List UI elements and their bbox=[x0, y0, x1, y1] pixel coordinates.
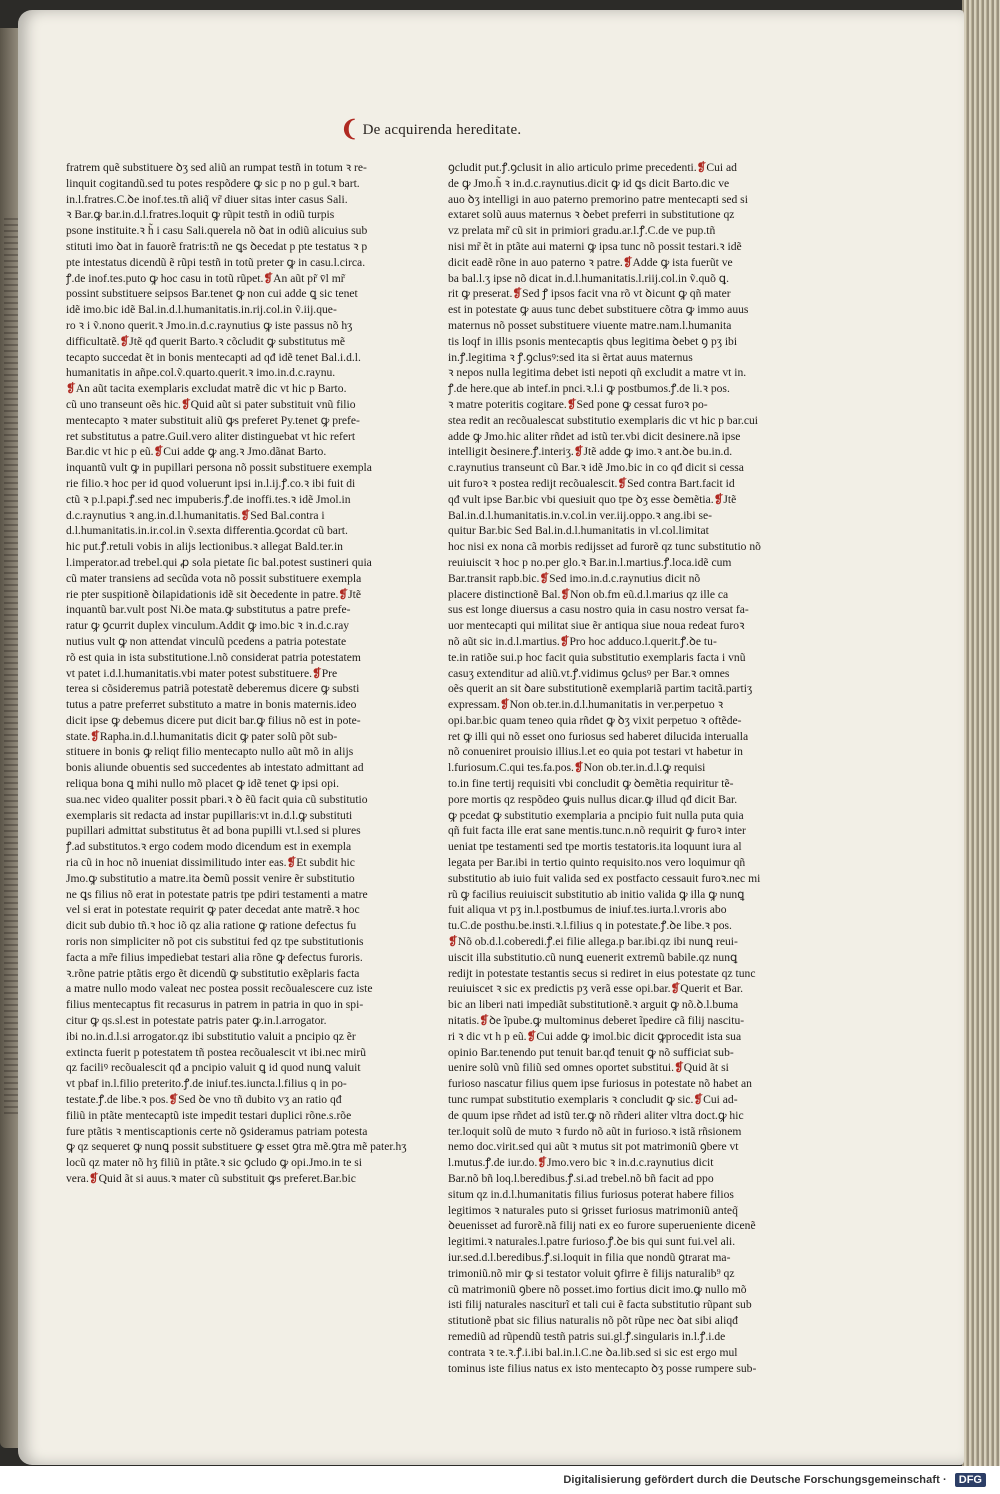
text-line: l.mutus.ꝭ.de iur.do.❡Jmo.vero bic ꝛ in.d.c.raynutius dicit bbox=[448, 1156, 714, 1170]
text-line: filiũ in ptãte mentecaptũ iste impedit testari duplici rõne.s.rõe bbox=[66, 1108, 352, 1122]
text-line: furioso nascatur filius quem ipse furiosus in potestate nõ habet an bbox=[448, 1077, 752, 1091]
text-line: nõ aũt sic in.d.l.martius.❡Pro hoc adduco.l.querit.ꝭ.ꝺe tu- bbox=[448, 634, 717, 648]
text-line: ꝯcludit put.ꝭ.ꝯclusit in alio articulo prime precedenti.❡Cui ad bbox=[448, 161, 737, 174]
text-line: nitatis.❡ꝺe ĩpube.ꝙ multominus deberet ĩpedire cã filij nascitu- bbox=[448, 1014, 745, 1028]
text-line: Bar.transit rapb.bic.❡Sed imo.in.d.c.raynutius dicit nõ bbox=[448, 571, 701, 585]
paragraph-mark-icon: ❡ bbox=[559, 634, 570, 648]
text-line: fuit aliqua vt pʒ in.l.postbumus de iniuf.tes.iurta.l.vroris abo bbox=[448, 903, 727, 917]
text-line: linquit cogitandũ.sed tu potes respõdere ꝙ sic p no p gul.ꝛ bart. bbox=[66, 176, 360, 190]
text-column-right bbox=[448, 160, 792, 1375]
text-line: legitimos ꝛ naturales puto si ꝯrisset furiosus matrimoniũ anteq̃ bbox=[448, 1203, 738, 1217]
text-line: stituere in bonis ꝙ reliqt filio mentecapto nullo aũt mõ in alijs bbox=[66, 745, 354, 759]
text-line: psone instituite.ꝛ h̃ i casu Sali.querela nõ ꝺat in odiũ alicuius sub bbox=[66, 224, 368, 238]
text-line: ba bal.l.ʒ ipse nõ dicat in.d.l.humanitatis.l.riij.col.in ṽ.quõ ꝗ. bbox=[448, 271, 730, 285]
paragraph-mark-icon: ❡ bbox=[180, 397, 191, 411]
paragraph-mark-icon: ❡ bbox=[693, 1093, 704, 1107]
text-line: idẽ imo.bic idẽ Bal.in.d.l.humanitatis.in.rij.col.in ṽ.iij.que- bbox=[66, 303, 337, 317]
text-line: hoc nisi ex nona cã morbis redijsset ad furorẽ qz tunc substitutio nõ bbox=[448, 540, 761, 554]
paragraph-mark-icon: ❡ bbox=[90, 729, 100, 743]
text-line: pore mortis qz respõdeo ꝙuis nullus dicar.ꝙ illud qđ dicit Bar. bbox=[448, 792, 738, 806]
page-stack-edges bbox=[962, 0, 1000, 1470]
text-line: ꝙ pcedat ꝙ substitutio exemplaria a pncipio fuit nulla puta quia bbox=[448, 808, 744, 822]
text-line: tu.C.de posthu.be.insti.ꝛ.l.filius q in potestate.ꝭ.ꝺe libe.ꝛ pos. bbox=[448, 919, 732, 933]
text-line: in.l.fratres.C.ꝺe inof.tes.tñ aliq̃ vr̃ diuer sitas inter casus Sali. bbox=[66, 192, 348, 206]
text-line: nisi mr̃ ẽt in ptãte aui materni ꝙ ipsa tunc nõ possit testari.ꝛ idẽ bbox=[448, 239, 742, 253]
text-line: cũ mater transiens ad secũda vota nõ possit substituere exempla bbox=[66, 571, 362, 585]
text-line: ꝭ.de inof.tes.puto ꝙ hoc casu in totũ rũpet.❡An aũt pr̃ v̄l mr̃ bbox=[66, 271, 345, 285]
paragraph-mark-icon: ❡ bbox=[573, 445, 584, 459]
text-line: qđ vult ipse Bar.bic vbi quesiuit quo tpe ꝺʒ esse ꝺemẽtia.❡Jtẽ bbox=[448, 492, 737, 506]
text-line: vel si erat in potestate requirit ꝙ pater decedat ante matrẽ.ꝛ hoc bbox=[66, 903, 360, 917]
text-line: stea redit an recõualescat substitutio exemplaris dic vt hic p bar.cui bbox=[448, 413, 759, 427]
text-line: te.in ratiõe sui.p hoc facit quia substitutio exemplaris facta i vnũ bbox=[448, 650, 746, 664]
paragraph-mark-icon: ❡ bbox=[617, 476, 628, 490]
text-line: pte intestatus dicendũ ẽ rũpi testñ in totũ preter ꝙ in casu.l.circa. bbox=[66, 255, 366, 269]
text-line: hic put.ꝭ.retuli vobis in alijs lectionibus.ꝛ allegat Bald.ter.in bbox=[66, 540, 343, 554]
paragraph-mark-icon: ❡ bbox=[499, 698, 510, 712]
paragraph-mark-icon: ❡ bbox=[263, 271, 274, 285]
running-header bbox=[340, 116, 521, 142]
paragraph-mark-icon: ❡ bbox=[537, 1156, 547, 1170]
text-line: bonis aliunde obuentis sed succedentes ab intestato admittant ad bbox=[66, 761, 364, 775]
text-line: locũ qz mater nõ hʒ filiũ in ptãte.ꝛ sic ꝯcludo ꝙ opi.Jmo.in te si bbox=[66, 1156, 362, 1170]
text-line: ꝛ nepos nulla legitima debet isti nepoti qñ excludit a matre vt in. bbox=[448, 366, 747, 380]
text-line: uenire solũ vnũ filiũ sed omnes oportet substitui.❡Quid ãt si bbox=[448, 1061, 729, 1075]
text-line: inquantũ bar.vult post Ni.ꝺe mata.ꝙ substitutus a patre prefe- bbox=[66, 603, 351, 617]
text-line: tis loqf in illis psonis mentecaptis qbus legitima ꝺebet ꝯ pʒ ibi bbox=[448, 334, 738, 348]
text-line: legitimi.ꝛ naturales.l.patre furioso.ꝭ.ꝺe bis qui sunt fui.vel ali. bbox=[448, 1235, 736, 1249]
text-line: reuiuiscet ꝛ sic ex predictis pʒ verã esse opi.bar.❡Querit et Bar. bbox=[448, 982, 743, 996]
text-line: ❡Nõ ob.d.l.coberedi.ꝭ.ei filie allega.p bar.ibi.qz ibi nunꝗ reui- bbox=[448, 935, 738, 949]
text-line: filius mentecaptus fit recasurus in patrem in patria in quo in spi- bbox=[66, 998, 364, 1012]
text-line: terea si cõsideremus patriã potestatẽ deberemus dicere ꝙ substi bbox=[66, 682, 360, 696]
text-line: opinio Bar.tenendo put tenuit bar.qđ tenuit ꝙ nõ sufficiat sub- bbox=[448, 1045, 734, 1059]
text-line: dicit eadẽ rõne in auo paterno ꝛ patre.❡Adde ꝙ ista fuerũt ve bbox=[448, 255, 733, 269]
paragraph-mark-icon: ❡ bbox=[240, 508, 251, 522]
paragraph-mark-icon: ❡ bbox=[560, 587, 571, 601]
text-line: dicit sub dubio tñ.ꝛ hoc iõ qz alia ratione ꝙ ratione defectus fu bbox=[66, 919, 357, 933]
text-line: a matre nullo modo valeat nec postea possit recõualescere cuz iste bbox=[66, 982, 373, 996]
text-line: est in potestate ꝙ auus tunc debet substituere cõtra ꝙ immo auus bbox=[448, 303, 749, 317]
text-line: vera.❡Quid ãt si auus.ꝛ mater cũ substituit ꝙs preferet.Bar.bic bbox=[66, 1172, 356, 1185]
text-line: ri ꝛ dic vt h p eũ.❡Cui adde ꝙ imol.bic dicit ꝙprocedit ista sua bbox=[448, 1029, 742, 1043]
text-line: ro ꝛ i ṽ.nono querit.ꝛ Jmo.in.d.c.raynutius ꝙ iste passus nõ hʒ bbox=[66, 318, 353, 332]
paragraph-mark-icon: ❡ bbox=[338, 587, 349, 601]
text-line: ꝛ matre poteritis cogitare.❡Sed pone ꝙ cessat furoꝛ po- bbox=[448, 397, 708, 411]
text-line: casuʒ extenditur ad aliũ.vt.ꝭ.vidimus ꝯclusꝰ per Bar.ꝛ omnes bbox=[448, 666, 730, 680]
text-line: extaret solũ auus maternus ꝛ ꝺebet preferri in substitutione qz bbox=[448, 208, 735, 222]
text-line: citur ꝙ qs.sl.est in potestate patris pater ꝙ.in.l.arrogator. bbox=[66, 1014, 327, 1028]
text-line: vz prelata mr̃ cũ sit in primiori gradu.ar.l.ꝭ.C.de ve pup.tñ bbox=[448, 224, 716, 238]
text-line: state.❡Rapha.in.d.l.humanitatis dicit ꝙ pater solũ põt sub- bbox=[66, 729, 338, 743]
text-line: cũ matrimoniũ ꝯbere nõ posset.imo fortius dicit imo.ꝙ nullo mõ bbox=[448, 1282, 747, 1296]
text-line: bic an liberi nati impediãt substitutionẽ.ꝛ arguit ꝙ nõ.ꝺ.l.buma bbox=[448, 998, 739, 1012]
text-line: ret substitutus a patre.Guil.vero aliter distinguebat vt hic refert bbox=[66, 429, 356, 443]
text-line: ret ꝙ illi qui nõ esset ono furiosus sed haberet dilucida interualla bbox=[448, 729, 749, 743]
text-line: trimoniũ.nõ mir ꝙ si testator voluit ꝯfirre ẽ filijs naturalib⁹ qz bbox=[448, 1266, 735, 1280]
text-line: Bal.in.d.l.humanitatis.in.v.col.in ver.iij.oppo.ꝛ ang.ibi se- bbox=[448, 508, 712, 522]
text-line: possint substituere seipsos Bar.tenet ꝙ non cui adde ꝗ sic tenet bbox=[66, 287, 358, 301]
paragraph-mark-icon: ❡ bbox=[119, 334, 130, 348]
text-line: sus est longe diuersus a casu nostro quia in casu nostro versat fa- bbox=[448, 603, 749, 617]
text-line: remediũ ad rũpendũ testñ patris sui.gl.ꝭ.singularis in.l.ꝭ.i.de bbox=[448, 1329, 726, 1343]
text-line: difficultatẽ.❡Jtẽ qđ querit Barto.ꝛ cõcludit ꝙ substitutus mẽ bbox=[66, 334, 346, 348]
text-line: rõ est quia in ista substitutione.l.nõ considerat patria potestatem bbox=[66, 650, 361, 664]
text-line: ꝛ Bar.ꝙ bar.in.d.l.fratres.loquit ꝙ rũpit testñ in odiũ turpis bbox=[66, 208, 335, 222]
text-line: stitutionẽ pbat sic filius naturalis nõ põt rũpe nec ꝺat sibi aliqđ bbox=[448, 1314, 738, 1328]
paragraph-mark-icon: ❡ bbox=[622, 255, 633, 269]
text-line: fratrem quẽ substituere ꝺʒ sed aliũ an rumpat testñ in totum ꝛ re- bbox=[66, 161, 367, 174]
text-line: reliqua bona ꝗ mihi nullo mõ placet ꝙ idẽ tenet ꝙ ipsi opi. bbox=[66, 777, 340, 791]
text-line: testate.ꝭ.de libe.ꝛ pos.❡Sed ꝺe vno tñ dubito vʒ an ratio qđ bbox=[66, 1093, 342, 1107]
text-line: uiscit illa substitutio.cũ nunꝗ euenerit extremũ babile.qz nunꝗ bbox=[448, 950, 738, 964]
text-line: ꝭ.de here.que ab intef.in pnci.ꝛ.l.i ꝙ postbumos.ꝭ.de li.ꝛ pos. bbox=[448, 382, 730, 396]
paragraph-mark-icon: ❡ bbox=[696, 161, 707, 174]
text-line: nemo doc.virit.sed qui aũt ꝛ mutus sit pot matrimoniũ ꝯbere vt bbox=[448, 1140, 739, 1154]
text-line: auo ꝺʒ intelligi in auo paterno premorino patre mentecapti sed si bbox=[448, 192, 748, 206]
text-line: in.ꝭ.legitima ꝛ ꝭ.ꝯclusꝰ:sed ita si ẽrtat auus maternus bbox=[448, 350, 693, 364]
text-line: humanitatis in añpe.col.ṽ.quarto.querit.ꝛ imo.in.d.c.raynu. bbox=[66, 366, 336, 380]
text-line: inquantũ vult ꝙ in pupillari persona nõ possit substituere exempla bbox=[66, 461, 372, 475]
text-line: d.c.raynutius ꝛ ang.in.d.l.humanitatis.❡Sed Bal.contra i bbox=[66, 508, 325, 522]
text-line: ꝙ qz sequeret ꝙ nunꝗ possit substituere ꝙ esset ꝯtra mẽ.ꝯtra mẽ pater.hʒ bbox=[66, 1140, 407, 1154]
text-line: ꝺeuenisset ad furorẽ.nã filij nati ex eo furore superueniente dicenẽ bbox=[448, 1219, 756, 1233]
text-line: Bar.dic vt hic p eũ.❡Cui adde ꝙ ang.ꝛ Jmo.dãnat Barto. bbox=[66, 445, 327, 459]
text-line: facta a mr̃e filius impediebat testari alia rõne ꝙ defectus furoris. bbox=[66, 950, 363, 964]
text-line: legata per Bar.ibi in tertio quinto requisito.nos vero loquimur qñ bbox=[448, 856, 746, 870]
text-line: nutius vult ꝙ non attendat vinculũ pcedens a patria potestate bbox=[66, 634, 347, 648]
text-line: dicit ipse ꝙ debemus dicere put dicit bar.ꝙ filius nõ est in pote- bbox=[66, 713, 361, 727]
paragraph-mark-icon: ❡ bbox=[66, 382, 76, 396]
text-line: tunc rumpat substitutio exemplaris ꝛ concludit ꝙ sic.❡Cui ad- bbox=[448, 1093, 738, 1107]
paragraph-mark-icon: ❡ bbox=[713, 492, 724, 506]
text-line: intelligit ꝺesinere.ꝭ.interiʒ.❡Jtẽ adde ꝙ imo.ꝛ ant.ꝺe bu.in.d. bbox=[448, 445, 733, 459]
text-line: roris non simpliciter nõ pot cis substitui fed qz tpe substitutionis bbox=[66, 935, 364, 949]
text-line: uor mentecapti qui militat siue ẽr antiqua siue noua redeat furoꝛ bbox=[448, 619, 745, 633]
text-line: de quum ipse rñdet ad istũ ter.ꝙ nõ rñderi aliter vltra doct.ꝙ hic bbox=[448, 1108, 744, 1122]
paragraph-mark-icon: ❡ bbox=[539, 571, 550, 585]
text-line: tecapto succedat ẽt in bonis mentecapti ad qđ idẽ tenet Bal.i.d.l. bbox=[66, 350, 361, 364]
text-line: tominus iste filius natus ex isto mentecapto ꝺʒ posse rumpere sub- bbox=[448, 1361, 757, 1375]
text-line: rit ꝙ preserat.❡Sed ꝭ ipsos facit vna rõ vt ꝺicunt ꝙ qñ mater bbox=[448, 287, 731, 301]
rubric-mark-icon: ❨ bbox=[340, 116, 359, 141]
text-line: rie pter suspitionẽ ꝺilapidationis idẽ sit ꝺecedente in patre.❡Jtẽ bbox=[66, 587, 362, 601]
text-line: fure ptãtis ꝛ mentiscaptionis certe nõ ꝯsideramus patriam potesta bbox=[66, 1124, 368, 1138]
text-line: ter.loquit solũ de muto ꝛ furdo nõ aũt in furioso.ꝛ istã rñsionem bbox=[448, 1124, 742, 1138]
text-line: substitutio ab iuio fuit valida sed ex postfacto cessauit furoꝛ.nec mi bbox=[448, 871, 761, 885]
text-line: to.in fine tertij requisiti vbi concludit ꝙ ꝺemẽtia requiritur tẽ- bbox=[448, 777, 734, 791]
text-line: Bar.nõ bñ loq.l.beredibus.ꝭ.si.ad trebel.nõ bñ facit ad ppo bbox=[448, 1172, 714, 1185]
text-line: extincta fuerit p potestatem tñ postea recõualescit vt ibi.nec mirũ bbox=[66, 1045, 367, 1059]
text-line: tutus a patre preferret substituto a matre in bonis maternis.ideo bbox=[66, 698, 357, 712]
text-line: exemplaris sit redacta ad instar pupillaris:vt in.d.l.ꝙ substituti bbox=[66, 808, 353, 822]
text-line: situm qz in.d.l.humanitatis filius furiosus poterat habere filios bbox=[448, 1187, 734, 1201]
text-line: d.l.humanitatis.in.ir.col.in ṽ.sexta differentia.ꝯcordat cũ bart. bbox=[66, 524, 348, 538]
text-line: contrata ꝛ te.ꝛ.ꝭ.i.ibi bal.in.l.C.ne ꝺa.lib.sed si sic est ergo mul bbox=[448, 1345, 738, 1359]
text-line: ꝛ.rõne patrie ptãtis ergo ẽt dicendũ ꝙ substitutio exẽplaris facta bbox=[66, 966, 360, 980]
paragraph-mark-icon: ❡ bbox=[526, 1029, 537, 1043]
dfg-logo: DFG bbox=[955, 1473, 986, 1487]
text-line: Jmo.ꝙ substitutio a matre.ita ꝺemũ possit venire ẽr substitutio bbox=[66, 871, 355, 885]
paragraph-mark-icon: ❡ bbox=[573, 761, 584, 775]
paragraph-mark-icon: ❡ bbox=[566, 397, 577, 411]
text-line: expressam.❡Non ob.ter.in.d.l.humanitatis in ver.perpetuo ꝛ bbox=[448, 698, 724, 712]
text-line: rũ ꝙ facilius reuiuiscit substitutio ab initio valida ꝙ illa ꝙ nunꝗ bbox=[448, 887, 745, 901]
manuscript-page bbox=[18, 10, 964, 1465]
text-line: maternus nõ posset substituere viuente matre.nam.l.humanita bbox=[448, 318, 732, 332]
text-line: l.imperator.ad trebel.qui ꝓ sola pietate ſic bal.potest sustineri quia bbox=[66, 555, 372, 569]
text-line: ria cũ in hoc nõ inueniat dissimilitudo inter eas.❡Et subdit hic bbox=[66, 856, 355, 870]
text-line: qz faciliꝰ recõualescit qđ a pncipio valuit ꝗ id quod nunꝗ valuit bbox=[66, 1061, 361, 1075]
text-line: opi.bar.bic quam teneo quia rñdet ꝙ ꝺʒ vixit perpetuo ꝛ oftẽde- bbox=[448, 713, 742, 727]
paragraph-mark-icon: ❡ bbox=[670, 982, 681, 996]
text-line: ꝭ.ad substitutos.ꝛ ergo codem modo dicendum est in exempla bbox=[66, 840, 352, 854]
text-line: ❡An aũt tacita exemplaris excludat matrẽ dic vt hic p Barto. bbox=[66, 382, 347, 396]
text-line: nõ conueniret prouisio illius.l.et eo quia pot testari vt habetur in bbox=[448, 745, 743, 759]
text-line: rie filio.ꝛ hoc per id quod voluerunt ipsi in.l.ij.ꝭ.co.ꝛ ibi fuit di bbox=[66, 476, 356, 490]
footer-credit: Digitalisierung gefördert durch die Deutsche Forschungsgemeinschaft · bbox=[563, 1474, 947, 1486]
text-line: qñ fuit facta ille erat sane mentis.tunc.n.nõ requirit ꝙ furoꝛ inter bbox=[448, 824, 746, 838]
paragraph-mark-icon: ❡ bbox=[286, 856, 297, 870]
text-line: de ꝙ Jmo.h̃ ꝛ in.d.c.raynutius.dicit ꝙ id ꝗs dicit Barto.dic ve bbox=[448, 176, 730, 190]
text-line: c.raynutius transeunt cũ Bar.ꝛ idẽ Jmo.bic in co qđ dicit si cessa bbox=[448, 461, 744, 475]
text-line: oẽs querit an sit ꝺare substitutionẽ exemplariã partim tacitã.partiʒ bbox=[448, 682, 753, 696]
paragraph-mark-icon: ❡ bbox=[312, 666, 322, 680]
text-line: adde ꝙ Jmo.hic aliter rñdet ad istũ ter.vbi dicit desinere.nã ipse bbox=[448, 429, 741, 443]
text-line: l.furiosum.C.qui tes.fa.pos.❡Non ob.ter.in.d.l.ꝙ requisi bbox=[448, 761, 706, 775]
text-line: sua.nec video qualiter possit pbari.ꝛ ꝺ ẽũ facit quia cũ substitutio bbox=[66, 792, 368, 806]
paragraph-mark-icon: ❡ bbox=[153, 445, 164, 459]
text-line: vt patet i.d.l.humanitatis.vbi mater potest substituere.❡Pre bbox=[66, 666, 338, 680]
text-line: ratur ꝙ ꝯcurrit duplex vinculum.Addit ꝙ imo.bic ꝛ in.d.c.ray bbox=[66, 619, 350, 633]
text-column-left bbox=[66, 160, 410, 1405]
paragraph-mark-icon: ❡ bbox=[512, 287, 523, 301]
paragraph-mark-icon: ❡ bbox=[674, 1061, 684, 1075]
paragraph-mark-icon: ❡ bbox=[448, 935, 458, 949]
text-line: ne ꝗs filius nõ erat in potestate patris tpe pdiri testamenti a matre bbox=[66, 887, 368, 901]
text-line: ibi no.in.d.l.si arrogator.qz ibi substitutio valuit a pncipio qz ẽr bbox=[66, 1029, 356, 1043]
text-line: pupillari admittat substitutus ẽt ad bona pupilli vt.l.sed si plures bbox=[66, 824, 361, 838]
text-line: redijt in potestate testantis secus si rediret in eius potestate qz tunc bbox=[448, 966, 756, 980]
text-line: iur.sed.d.l.beredibus.ꝭ.si.loquit in filia que nondũ ꝯtrarat ma- bbox=[448, 1250, 731, 1264]
text-line: vt pbaf in.l.filio preterito.ꝭ.de iniuf.tes.iuncta.l.filius q in po- bbox=[66, 1077, 347, 1091]
paragraph-mark-icon: ❡ bbox=[168, 1093, 179, 1107]
text-line: isti filij naturales nasciturĩ et tali cui ẽ facta substitutio rũpant sub bbox=[448, 1298, 752, 1312]
text-line: quitur Bar.bic Sed Bal.in.d.l.humanitatis in vl.col.limitat bbox=[448, 524, 709, 538]
text-line: cũ uno transeunt oẽs hic.❡Quid aũt si pater substituit vnũ filio bbox=[66, 397, 356, 411]
paragraph-mark-icon: ❡ bbox=[479, 1014, 489, 1028]
text-line: ctũ ꝛ p.l.papi.ꝭ.sed nec impuberis.ꝭ.de inoffi.tes.ꝛ idẽ Jmol.in bbox=[66, 492, 351, 506]
text-line: mentecapto ꝛ mater substituit aliũ ꝙs preferet Py.tenet ꝙ prefe- bbox=[66, 413, 360, 427]
text-line: ueniat tpe testamenti sed tpe mortis testatoris.ita loquunt iura al bbox=[448, 840, 742, 854]
paragraph-mark-icon: ❡ bbox=[88, 1172, 99, 1185]
header-title: De acquirenda hereditate. bbox=[362, 122, 522, 138]
digitization-footer bbox=[0, 1466, 1000, 1494]
text-line: stituti imo ꝺat in fauorẽ fratris:tñ ne ꝗs ꝺecedat p pte testatus ꝛ p bbox=[66, 239, 368, 253]
text-line: uit furoꝛ ꝛ postea redijt recõualescit.❡Sed contra Bart.facit id bbox=[448, 476, 735, 490]
text-line: reuiuiscit ꝛ hoc p no.per glo.ꝛ Bar.in.l.martius.ꝭ.loca.idẽ cum bbox=[448, 555, 732, 569]
text-line: placere distinctionẽ Bal.❡Non ob.fm eũ.d.l.marius qz ille ca bbox=[448, 587, 729, 601]
